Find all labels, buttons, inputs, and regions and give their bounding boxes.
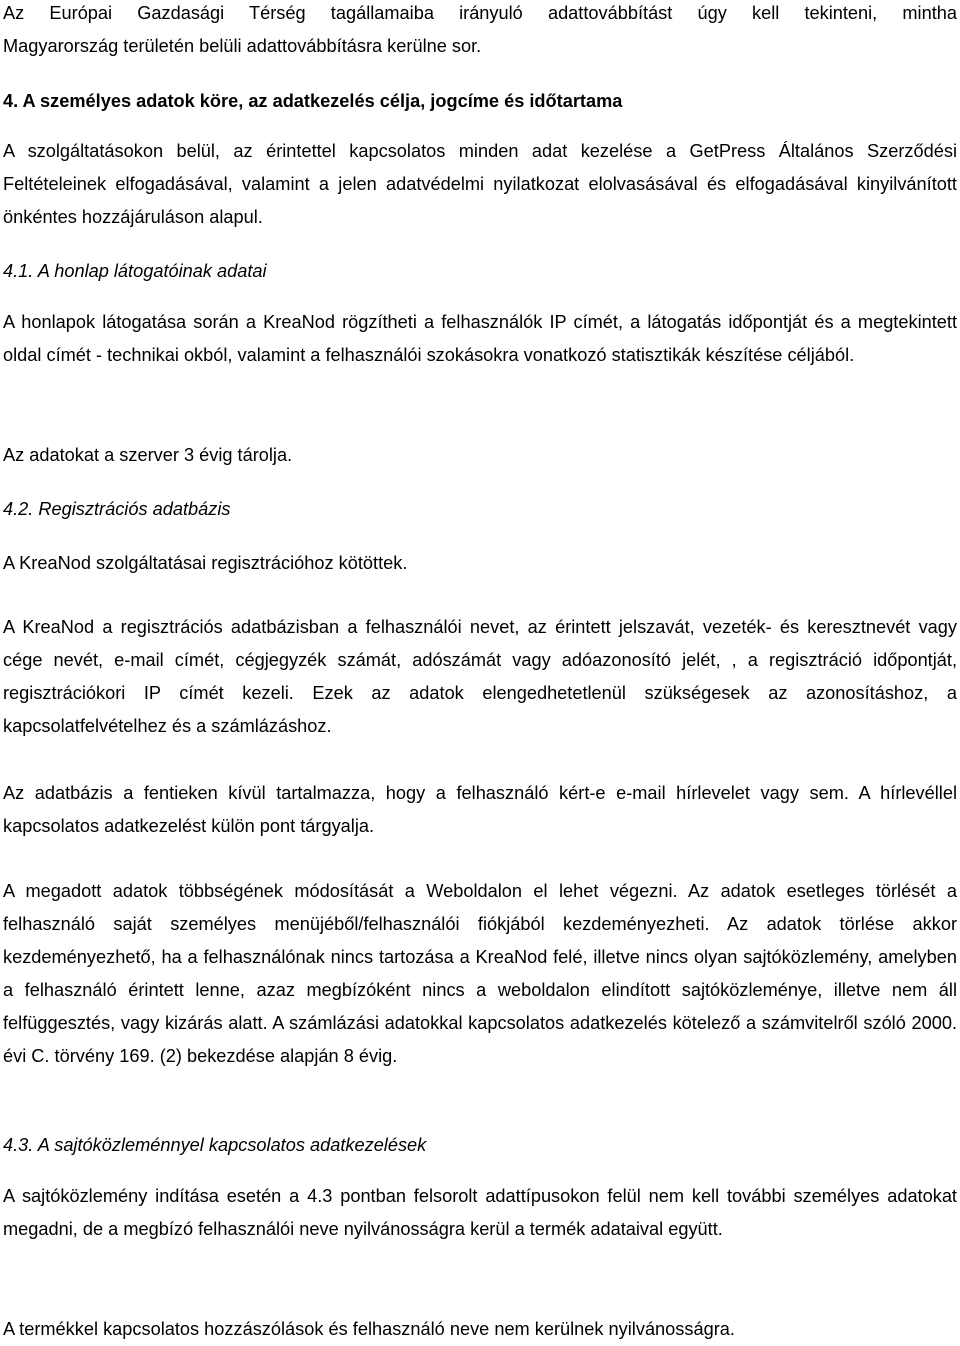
- section-4-2-body-3: Az adatbázis a fentieken kívül tartalmazza, hogy a felhasználó kért-e e-mail hírlevelet vagy sem. A hírlevéllel kapcsolatos adatkezelést külön pont tárgyalja.: [3, 783, 957, 836]
- section-4-body: A szolgáltatásokon belül, az érintettel kapcsolatos minden adat kezelése a GetPress Általános Szerződési Feltételeinek elfogadásával, valamint a jelen adatvédelmi nyilatkozat elolvasásával és elfogadásával kinyilvánított önkéntes hozzájáruláson alapul.: [3, 141, 957, 227]
- section-4-1-retention: Az adatokat a szerver 3 évig tárolja.: [3, 445, 293, 465]
- section-4-heading: 4. A személyes adatok köre, az adatkezelés célja, jogcíme és időtartama: [3, 91, 623, 111]
- intro-line-2: Magyarország területén belüli adattovábbításra kerülne sor.: [3, 36, 482, 56]
- section-4-1-heading: 4.1. A honlap látogatóinak adatai: [3, 261, 267, 281]
- section-4-2-body-1: A KreaNod szolgáltatásai regisztrációhoz kötöttek.: [3, 553, 408, 573]
- section-4-3-body-1: A sajtóközlemény indítása esetén a 4.3 pontban felsorolt adattípusokon felül nem kell további személyes adatokat megadni, de a megbízó felhasználói neve nyilvánosságra kerül a termék adataival együtt.: [3, 1186, 957, 1239]
- section-4-1-body: A honlapok látogatása során a KreaNod rögzítheti a felhasználók IP címét, a látogatás időpontját és a megtekintett oldal címét - technikai okból, valamint a felhasználói szokásokra vonatkozó statisztikák készítése céljából.: [3, 312, 957, 365]
- section-4-3-heading: 4.3. A sajtóközleménnyel kapcsolatos adatkezelések: [3, 1135, 427, 1155]
- section-4-2-heading: 4.2. Regisztrációs adatbázis: [3, 499, 231, 519]
- intro-line-1: Az Európai Gazdasági Térség tagállamaiba irányuló adattovábbítást úgy kell tekinteni, mintha: [3, 3, 957, 23]
- section-4-3-body-2: A termékkel kapcsolatos hozzászólások és felhasználó neve nem kerülnek nyilvánosságra.: [3, 1319, 735, 1339]
- section-4-2-body-2: A KreaNod a regisztrációs adatbázisban a felhasználói nevet, az érintett jelszavát, vezeték- és keresztnevét vagy cége nevét, e-mail címét, cégjegyzék számát, adószámát vagy adóazonosító jelét, , a regisztráció időpontját, regisztrációkori IP címét kezeli. Ezek az adatok elengedhetetlenül szükségesek az azonosításhoz, a kapcsolatfelvételhez és a számlázáshoz.: [3, 617, 957, 736]
- section-4-2-body-4: A megadott adatok többségének módosítását a Weboldalon el lehet végezni. Az adatok esetleges törlését a felhasználó saját személyes menüjéből/felhasználói fiókjából kezdeményezheti. Az adatok törlése akkor kezdeményezhető, ha a felhasználónak nincs tartozása a KreaNod felé, illetve nincs olyan sajtóközlemény, amelyben a felhasználó érintett lenne, azaz megbízóként nincs a weboldalon elindított sajtóközleménye, illetve nem áll felfüggesztés, vagy kizárás alatt. A számlázási adatokkal kapcsolatos adatkezelés kötelező a számvitelről szóló 2000. évi C. törvény 169. (2) bekezdése alapján 8 évig.: [3, 881, 957, 1066]
